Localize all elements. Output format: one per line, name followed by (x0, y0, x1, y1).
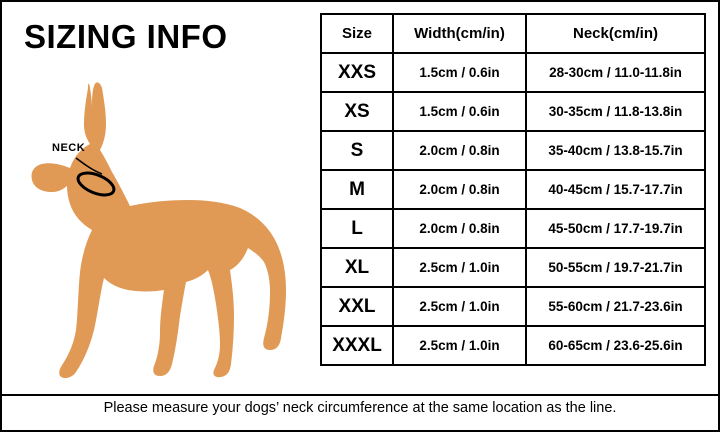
dog-silhouette-icon (16, 80, 306, 380)
cell-size: S (321, 131, 393, 170)
table-row (321, 131, 705, 170)
footer-note: Please measure your dogs’ neck circumference at the same location as the line. (103, 400, 617, 416)
footer-divider (2, 394, 718, 396)
cell-size: XL (321, 248, 393, 287)
neck-label: NECK (52, 142, 86, 154)
cell-width: 2.5cm / 1.0in (393, 326, 526, 365)
dog-illustration (16, 80, 306, 380)
table-row (321, 326, 705, 365)
column-header-width: Width(cm/in) (393, 14, 526, 53)
cell-size: L (321, 209, 393, 248)
cell-width: 2.0cm / 0.8in (393, 170, 526, 209)
table-row (321, 170, 705, 209)
cell-neck: 50-55cm / 19.7-21.7in (526, 248, 705, 287)
page-title: SIZING INFO (24, 18, 228, 55)
table-row (321, 248, 705, 287)
cell-size: M (321, 170, 393, 209)
table-row (321, 92, 705, 131)
cell-neck: 30-35cm / 11.8-13.8in (526, 92, 705, 131)
cell-size: XXL (321, 287, 393, 326)
cell-width: 2.5cm / 1.0in (393, 248, 526, 287)
cell-width: 2.0cm / 0.8in (393, 209, 526, 248)
illustration-panel (2, 2, 310, 392)
table-row (321, 53, 705, 92)
table-row (321, 287, 705, 326)
cell-neck: 35-40cm / 13.8-15.7in (526, 131, 705, 170)
cell-width: 1.5cm / 0.6in (393, 92, 526, 131)
cell-neck: 55-60cm / 21.7-23.6in (526, 287, 705, 326)
column-header-neck: Neck(cm/in) (526, 14, 705, 53)
cell-width: 1.5cm / 0.6in (393, 53, 526, 92)
cell-width: 2.0cm / 0.8in (393, 131, 526, 170)
cell-neck: 40-45cm / 15.7-17.7in (526, 170, 705, 209)
cell-neck: 60-65cm / 23.6-25.6in (526, 326, 705, 365)
cell-neck: 28-30cm / 11.0-11.8in (526, 53, 705, 92)
cell-size: XXS (321, 53, 393, 92)
column-header-size: Size (321, 14, 393, 53)
table-header-row (321, 14, 705, 53)
cell-neck: 45-50cm / 17.7-19.7in (526, 209, 705, 248)
sizing-table (320, 13, 706, 366)
cell-size: XS (321, 92, 393, 131)
cell-width: 2.5cm / 1.0in (393, 287, 526, 326)
table-row (321, 209, 705, 248)
cell-size: XXXL (321, 326, 393, 365)
